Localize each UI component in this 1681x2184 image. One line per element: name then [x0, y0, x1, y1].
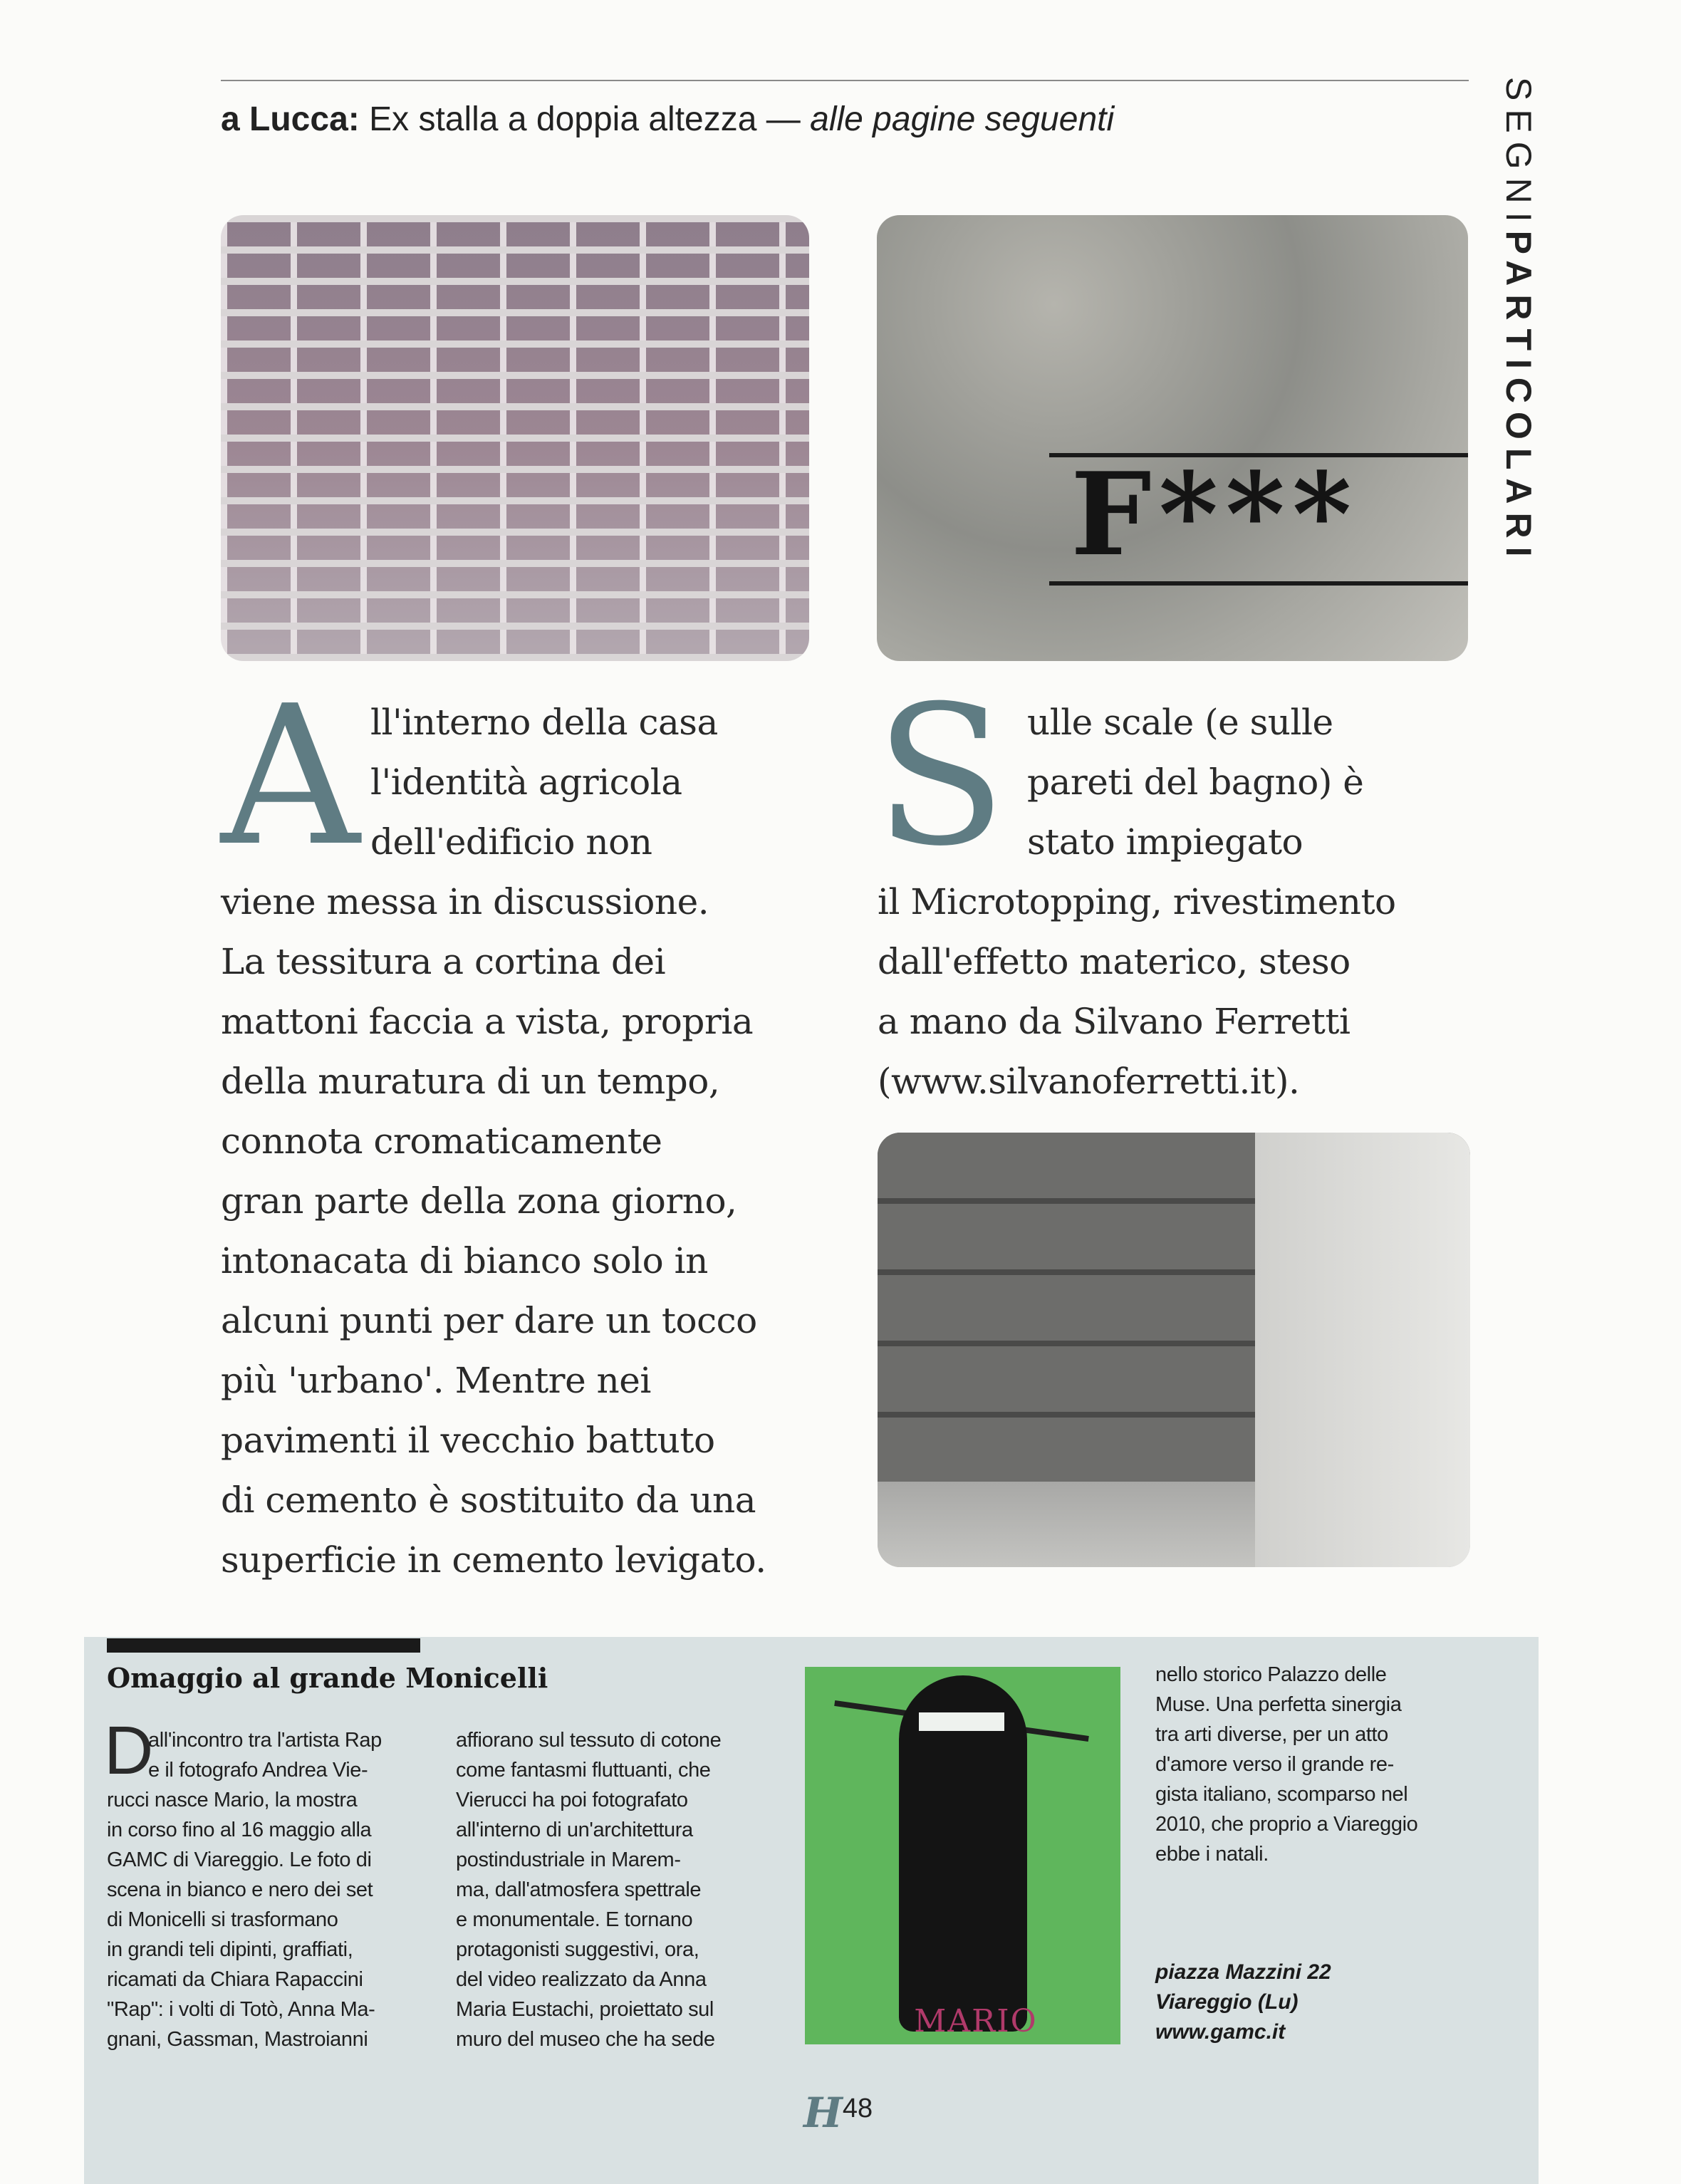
- dropcap-left: A: [221, 664, 360, 888]
- sidebar-line: rucci nasce Mario, la mostra: [107, 1789, 358, 1811]
- header-location: a Lucca:: [221, 100, 360, 138]
- stairs-floor: [878, 1482, 1255, 1567]
- article-line: intonacata di bianco solo in: [221, 1240, 708, 1281]
- sidebar-line: protagonisti suggestivi, ora,: [456, 1938, 699, 1961]
- exhibition-poster: [805, 1667, 1120, 2044]
- article-line: alcuni punti per dare un tocco: [221, 1300, 757, 1341]
- sidebar-line: 2010, che proprio a Viareggio: [1155, 1813, 1418, 1836]
- top-rule: [221, 80, 1469, 81]
- page-number: 48: [842, 2094, 873, 2123]
- sidebar-line: ebbe i natali.: [1155, 1843, 1269, 1866]
- sidebar-line: GAMC di Viareggio. Le foto di: [107, 1848, 372, 1871]
- article-right: [878, 692, 1504, 1111]
- dropcap-right: S: [875, 664, 1006, 888]
- wall-line-bottom: [1049, 581, 1468, 586]
- article-line: dall'effetto materico, steso: [878, 941, 1350, 982]
- sidebar-column-3: [1155, 1660, 1469, 1869]
- article-line: pavimenti il vecchio battuto: [221, 1420, 715, 1461]
- address-city: Viareggio (Lu): [1155, 1990, 1299, 2014]
- sidebar-line: e monumentale. E tornano: [456, 1908, 693, 1931]
- stairs-steps: [878, 1133, 1255, 1482]
- photo-plaster-wall: [877, 215, 1468, 661]
- sidebar-line: e il fotografo Andrea Vie-: [148, 1759, 368, 1782]
- article-line: l'identità agricola: [370, 761, 682, 803]
- sidebar-title: Omaggio al grande Monicelli: [107, 1662, 548, 1694]
- stairs-wall: [1255, 1133, 1470, 1567]
- sidebar-line: nello storico Palazzo delle: [1155, 1663, 1387, 1686]
- sidebar-line: di Monicelli si trasformano: [107, 1908, 338, 1931]
- sidebar-line: muro del museo che ha sede: [456, 2028, 715, 2051]
- article-line: della muratura di un tempo,: [221, 1061, 720, 1102]
- sidebar-line: tra arti diverse, per un atto: [1155, 1723, 1388, 1746]
- photo-brick-wall: [221, 215, 809, 661]
- article-line: superficie in cemento levigato.: [221, 1539, 766, 1581]
- sidebar-line: Vierucci ha poi fotografato: [456, 1789, 688, 1811]
- article-line: viene messa in discussione.: [221, 881, 709, 922]
- address-street: piazza Mazzini 22: [1155, 1960, 1331, 1984]
- sidebar-line: scena in bianco e nero dei set: [107, 1878, 373, 1901]
- sidebar-line: d'amore verso il grande re-: [1155, 1753, 1394, 1776]
- article-line: mattoni faccia a vista, propria: [221, 1001, 754, 1042]
- article-line: il Microtopping, rivestimento: [878, 881, 1396, 922]
- header-title: Ex stalla a doppia altezza: [369, 100, 757, 138]
- section-label: [1500, 77, 1537, 640]
- sidebar-line: postindustriale in Marem-: [456, 1848, 681, 1871]
- page-folio: [803, 2089, 873, 2137]
- sidebar-column-1: [107, 1725, 434, 2054]
- photo-stairs: [878, 1133, 1470, 1567]
- article-line: connota cromaticamente: [221, 1120, 662, 1162]
- article-line: ulle scale (e sulle: [1027, 702, 1333, 743]
- sidebar-line: all'incontro tra l'artista Rap: [148, 1729, 382, 1752]
- section-name: PARTICOLARI: [1499, 230, 1539, 566]
- article-line: di cemento è sostituito da una: [221, 1480, 756, 1521]
- sidebar-line: gista italiano, scomparso nel: [1155, 1783, 1408, 1806]
- sidebar-line: affiorano sul tessuto di cotone: [456, 1729, 722, 1752]
- section-prefix: SEGNI: [1499, 77, 1539, 231]
- sidebar-line: del video realizzato da Anna: [456, 1968, 707, 1991]
- article-line: La tessitura a cortina dei: [221, 941, 666, 982]
- article-line: pareti del bagno) è: [1027, 761, 1364, 803]
- header-line: [221, 94, 1114, 145]
- sidebar-dropcap: D: [104, 1712, 154, 1789]
- sidebar-line: ricamati da Chiara Rapaccini: [107, 1968, 363, 1991]
- magazine-logo: H: [803, 2089, 843, 2137]
- sidebar-line: in grandi teli dipinti, graffiati,: [107, 1938, 353, 1961]
- sidebar-line: ma, dall'atmosfera spettrale: [456, 1878, 702, 1901]
- sidebar-title-bar: [107, 1638, 420, 1653]
- sidebar-line: in corso fino al 16 maggio alla: [107, 1819, 372, 1841]
- address-website: www.gamc.it: [1155, 2020, 1286, 2044]
- poster-eyes: [919, 1712, 1004, 1731]
- article-left: [221, 692, 848, 1590]
- header-next: alle pagine seguenti: [810, 100, 1115, 138]
- sidebar-address: [1155, 1957, 1469, 2047]
- sidebar-line: all'interno di un'architettura: [456, 1819, 693, 1841]
- article-line: stato impiegato: [1027, 821, 1303, 863]
- article-line: ll'interno della casa: [370, 702, 718, 743]
- poster-caption: MARIO: [914, 2003, 1038, 2039]
- sidebar-column-2: [456, 1725, 784, 2054]
- sidebar-line: "Rap": i volti di Totò, Anna Ma-: [107, 1998, 375, 2021]
- sidebar-line: come fantasmi fluttuanti, che: [456, 1759, 711, 1782]
- article-line: più 'urbano'. Mentre nei: [221, 1360, 651, 1401]
- article-line: gran parte della zona giorno,: [221, 1180, 737, 1222]
- article-line: dell'edificio non: [370, 821, 652, 863]
- sidebar-line: gnani, Gassman, Mastroianni: [107, 2028, 368, 2051]
- sidebar-line: Maria Eustachi, proiettato sul: [456, 1998, 714, 2021]
- article-line: a mano da Silvano Ferretti: [878, 1001, 1350, 1042]
- wall-sign: F***: [1071, 447, 1359, 581]
- article-line: (www.silvanoferretti.it).: [878, 1061, 1300, 1102]
- header-dash: —: [766, 100, 801, 138]
- sidebar-line: Muse. Una perfetta sinergia: [1155, 1693, 1402, 1716]
